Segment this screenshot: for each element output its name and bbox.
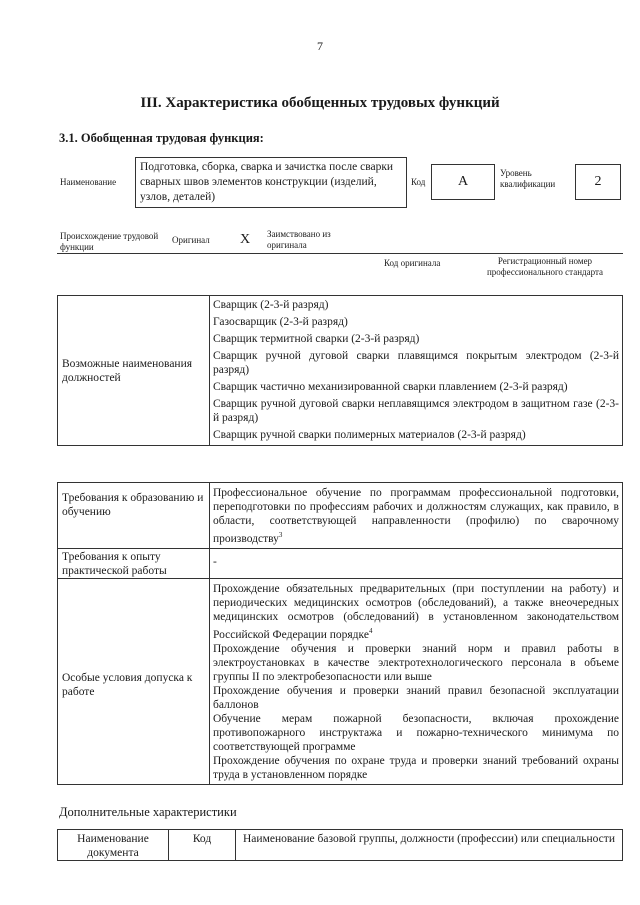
section-title: III. Характеристика обобщенных трудовых функций <box>140 95 500 111</box>
col-document: Наименование документа <box>58 830 169 861</box>
positions-list <box>210 296 623 446</box>
experience-label: Требования к опыту практической работы <box>58 548 210 578</box>
original-label: Оригинал <box>172 235 210 245</box>
additional-title: Дополнительные характеристики <box>59 805 237 819</box>
subsection-title: 3.1. Обобщенная трудовая функция: <box>59 131 264 145</box>
origin-label: Происхождение трудовой функции <box>60 231 159 252</box>
education-value: Профессиональное обучение по программам профессиональной подготовки, переподготовки по профессиям рабочих и должностям служащих, как правило, в области, соответствующей направленности (профилю) по сварочному производству <box>213 487 619 545</box>
level-value: 2 <box>575 164 621 200</box>
code-label: Код <box>411 177 426 187</box>
reg-number-label: Регистрационный номер профессионального стандарта <box>486 256 604 277</box>
footnote-ref: 3 <box>278 531 283 539</box>
footnote-ref: 4 <box>368 626 373 635</box>
special-item-text: Прохождение обязательных предварительных (при поступлении на работу) и периодических медицинских осмотров (обследований), а также внеочередных медицинских осмотров (обследований) в установленном законодательством Российской Федерации порядке <box>213 582 619 641</box>
experience-value: - <box>210 548 623 578</box>
col-name: Наименование базовой группы, должности (профессии) или специальности <box>236 830 623 861</box>
position-item: Сварщик ручной сварки полимерных материалов (2-3-й разряд) <box>213 429 526 441</box>
education-label: Требования к образованию и обучению <box>58 483 210 549</box>
special-conditions <box>210 578 623 784</box>
position-item: Сварщик ручной дуговой сварки плавящимся покрытым электродом (2-3-й разряд) <box>213 350 619 376</box>
positions-table <box>57 295 623 446</box>
requirements-table <box>57 482 623 785</box>
function-code-value: А <box>431 164 495 200</box>
position-item: Газосварщик (2-3-й разряд) <box>213 316 348 328</box>
level-label: Уровень квалификации <box>500 168 556 189</box>
origin-divider <box>57 253 623 254</box>
position-item: Сварщик частично механизированной сварки плавлением (2-3-й разряд) <box>213 381 568 393</box>
code-original-label: Код оригинала <box>384 258 441 268</box>
page-number: 7 <box>317 39 323 53</box>
position-item: Сварщик ручной дуговой сварки неплавящимся электродом в защитном газе (2-3-й разряд) <box>213 398 619 424</box>
special-item <box>213 582 619 642</box>
special-item: Прохождение обучения и проверки знаний норм и правил работы в электроустановках в качестве электротехнологического персонала в объеме группы II по электробезопасности или выше <box>213 642 619 683</box>
special-item: Прохождение обучения и проверки знаний правил безопасной эксплуатации баллонов <box>213 684 619 711</box>
special-item: Обучение мерам пожарной безопасности, включая прохождение противопожарного инструктажа и пожарно-технического минимума по соответствующей программе <box>213 712 619 753</box>
position-item: Сварщик термитной сварки (2-3-й разряд) <box>213 333 420 345</box>
education-cell <box>210 483 623 549</box>
special-label: Особые условия допуска к работе <box>58 578 210 784</box>
function-name-value: Подготовка, сборка, сварка и зачистка после сварки сварных швов элементов конструкции (изделий, узлов, деталей) <box>135 157 407 208</box>
special-item: Прохождение обучения по охране труда и проверки знаний требований охраны труда в установленном порядке <box>213 754 619 781</box>
borrowed-label: Заимствовано из оригинала <box>267 229 331 250</box>
position-item: Сварщик (2-3-й разряд) <box>213 299 329 311</box>
original-checkmark: X <box>240 232 251 247</box>
name-label: Наименование <box>60 177 117 187</box>
additional-table <box>57 829 623 861</box>
positions-label: Возможные наименования должностей <box>58 296 210 446</box>
col-code: Код <box>169 830 236 861</box>
